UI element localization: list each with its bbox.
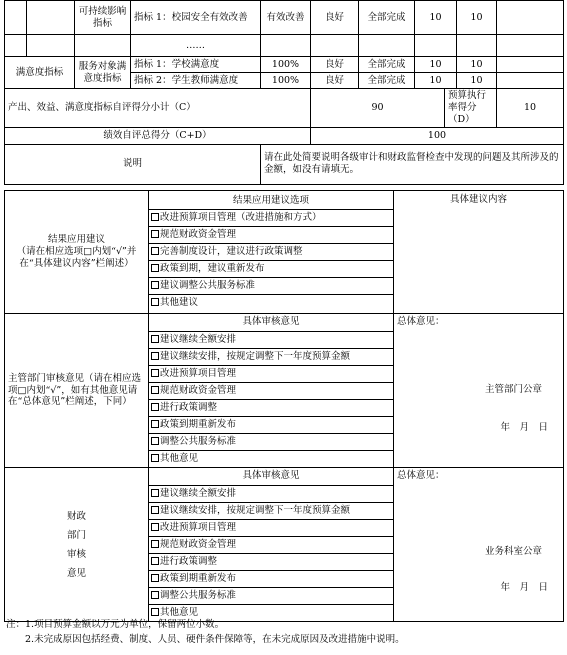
- subtotal-label: 产出、效益、满意度指标自评得分小计（C）: [5, 89, 311, 128]
- finance-option[interactable]: 进行政策调整: [149, 553, 393, 570]
- footnote-2: 2.未完成原因包括经费、制度、人员、硬件条件保障等，在未完成原因及改进措施中说明。: [6, 634, 405, 646]
- dept-options-list: [149, 314, 393, 467]
- finance-options-header: 具体审核意见: [149, 468, 393, 485]
- finance-option[interactable]: 建议继续全额安排: [149, 485, 393, 502]
- satisfaction-indicator-1: 指标 1：学校满意度: [131, 57, 261, 73]
- satisfaction-row-1: [5, 57, 564, 73]
- total-row: [5, 127, 564, 144]
- sustain-col2-blank: [27, 1, 75, 35]
- satisfaction-completion-2: 全部完成: [359, 73, 415, 89]
- dept-option[interactable]: 其他意见: [149, 450, 393, 467]
- sustain-actual: 良好: [311, 1, 359, 35]
- result-options-header: 结果应用建议选项: [149, 193, 393, 210]
- finance-option[interactable]: 建议继续安排，按规定调整下一年度预算金额: [149, 502, 393, 519]
- satisfaction-completion-1: 全部完成: [359, 57, 415, 73]
- finance-option[interactable]: 其他意见: [149, 604, 393, 621]
- finance-option[interactable]: 规范财政资金管理: [149, 536, 393, 553]
- satisfaction-actual-1: 良好: [311, 57, 359, 73]
- ellipsis-text: ……: [131, 35, 261, 57]
- dept-option[interactable]: 建议继续安排，按规定调整下一年度预算金额: [149, 348, 393, 365]
- finance-section: [5, 468, 564, 622]
- result-section: [5, 191, 564, 314]
- checkbox[interactable]: [151, 335, 159, 343]
- result-detail-cell: [394, 191, 564, 314]
- result-label-cell: [5, 191, 149, 314]
- finance-option[interactable]: 调整公共服务标准: [149, 587, 393, 604]
- budget-score-label: 预算执行率得分（D）: [445, 89, 497, 128]
- checkbox[interactable]: [151, 523, 159, 531]
- result-option[interactable]: 完善制度设计，建议进行政策调整: [149, 244, 393, 261]
- dept-option[interactable]: 调整公共服务标准: [149, 433, 393, 450]
- result-detail-header: 具体建议内容: [449, 193, 507, 205]
- finance-option[interactable]: 改进预算项目管理: [149, 519, 393, 536]
- sustain-target: 有效改善: [261, 1, 311, 35]
- finance-overall-label: 总体意见：: [397, 470, 445, 481]
- explanation-label: 说明: [5, 144, 261, 184]
- checkbox[interactable]: [151, 403, 159, 411]
- satisfaction-category: 满意度指标: [5, 57, 75, 89]
- checkbox[interactable]: [151, 608, 159, 616]
- result-options-list: [149, 193, 393, 312]
- sustain-remark: [497, 1, 564, 35]
- checkbox[interactable]: [151, 454, 159, 462]
- result-option[interactable]: 改进预算项目管理（改进措施和方式）: [149, 210, 393, 227]
- result-option[interactable]: 政策到期，建议重新发布: [149, 261, 393, 278]
- finance-options-cell: [149, 468, 394, 622]
- result-detail: [394, 191, 563, 208]
- total-value: 100: [311, 127, 564, 144]
- checkbox[interactable]: [151, 247, 159, 255]
- satisfaction-indicator-2: 指标 2：学生教师满意度: [131, 73, 261, 89]
- sustain-col1: [5, 1, 27, 35]
- checkbox[interactable]: [151, 298, 159, 306]
- dept-stamp: 主管部门公章: [484, 384, 542, 395]
- checkbox[interactable]: [151, 591, 159, 599]
- satisfaction-weight-1: 10: [415, 57, 457, 73]
- finance-option[interactable]: 政策到期重新发布: [149, 570, 393, 587]
- sustain-weight: 10: [415, 1, 457, 35]
- dept-overall-label: 总体意见：: [397, 316, 445, 327]
- footnote-1: 注：1.项目预算金额以万元为单位，保留两位小数。: [6, 619, 225, 630]
- satisfaction-score-1: 10: [457, 57, 497, 73]
- dept-options-header: 具体审核意见: [149, 314, 393, 331]
- review-sections: [4, 190, 564, 622]
- total-label: 绩效自评总得分（C+D）: [5, 127, 311, 144]
- explanation-row: [5, 144, 564, 184]
- result-options-cell: [149, 191, 394, 314]
- checkbox[interactable]: [151, 437, 159, 445]
- checkbox[interactable]: [151, 489, 159, 497]
- checkbox[interactable]: [151, 540, 159, 548]
- sustain-row: [5, 1, 564, 35]
- satisfaction-target-1: 100%: [261, 57, 311, 73]
- satisfaction-weight-2: 10: [415, 73, 457, 89]
- dept-option[interactable]: 建议继续全额安排: [149, 331, 393, 348]
- dept-overall-cell[interactable]: [394, 314, 564, 468]
- checkbox[interactable]: [151, 386, 159, 394]
- sustain-indicator: 指标 1：校园安全有效改善: [131, 1, 261, 35]
- result-option[interactable]: 建议调整公共服务标准: [149, 278, 393, 295]
- ellipsis-row: [5, 35, 564, 57]
- sustain-score: 10: [457, 1, 497, 35]
- checkbox[interactable]: [151, 574, 159, 582]
- dept-options-cell: [149, 314, 394, 468]
- finance-label-cell: [5, 468, 149, 622]
- checkbox[interactable]: [151, 420, 159, 428]
- dept-section: [5, 314, 564, 468]
- checkbox[interactable]: [151, 230, 159, 238]
- budget-score-value: 10: [497, 89, 564, 128]
- finance-label-line-1: 财政: [66, 510, 86, 522]
- checkbox[interactable]: [151, 264, 159, 272]
- sustain-category: 可持续影响指标: [75, 1, 131, 35]
- result-option[interactable]: 规范财政资金管理: [149, 227, 393, 244]
- result-option[interactable]: 其他建议: [149, 295, 393, 312]
- performance-form: [4, 0, 564, 185]
- finance-stamp: 业务科室公章: [484, 546, 542, 557]
- checkbox[interactable]: [151, 369, 159, 377]
- checkbox[interactable]: [151, 506, 159, 514]
- dept-option[interactable]: 规范财政资金管理: [149, 382, 393, 399]
- dept-date: 年 月 日: [500, 422, 548, 433]
- result-label-main: 结果应用建议: [47, 234, 105, 246]
- checkbox[interactable]: [151, 213, 159, 221]
- dept-label: 主管部门审核意见（请在相应选项□内划“√”，如有其他意见请在“总体意见”栏阐述，下同）: [5, 314, 149, 468]
- dept-option[interactable]: 政策到期重新发布: [149, 416, 393, 433]
- satisfaction-actual-2: 良好: [311, 73, 359, 89]
- finance-label-line-4: 意见: [66, 567, 86, 579]
- finance-overall-cell[interactable]: [394, 468, 564, 622]
- result-label-note: （请在相应选项□内划“√”并在“具体建议内容”栏阐述）: [16, 246, 137, 269]
- checkbox[interactable]: [151, 352, 159, 360]
- checkbox[interactable]: [151, 281, 159, 289]
- satisfaction-subcategory: 服务对象满意度指标: [75, 57, 131, 89]
- finance-label-line-3: 审核: [66, 548, 86, 560]
- satisfaction-score-2: 10: [457, 73, 497, 89]
- checkbox[interactable]: [151, 557, 159, 565]
- sustain-completion: 全部完成: [359, 1, 415, 35]
- finance-label-line-2: 部门: [66, 529, 86, 541]
- finance-date: 年 月 日: [500, 582, 548, 593]
- finance-options-list: [149, 468, 393, 621]
- explanation-text: 请在此处简要说明各级审计和财政监督检查中发现的问题及其所涉及的金额，如没有请填无。: [261, 144, 564, 184]
- subtotal-value: 90: [311, 89, 445, 128]
- subtotal-row: [5, 89, 564, 128]
- dept-option[interactable]: 进行政策调整: [149, 399, 393, 416]
- footnotes: [6, 617, 561, 647]
- dept-option[interactable]: 改进预算项目管理: [149, 365, 393, 382]
- satisfaction-target-2: 100%: [261, 73, 311, 89]
